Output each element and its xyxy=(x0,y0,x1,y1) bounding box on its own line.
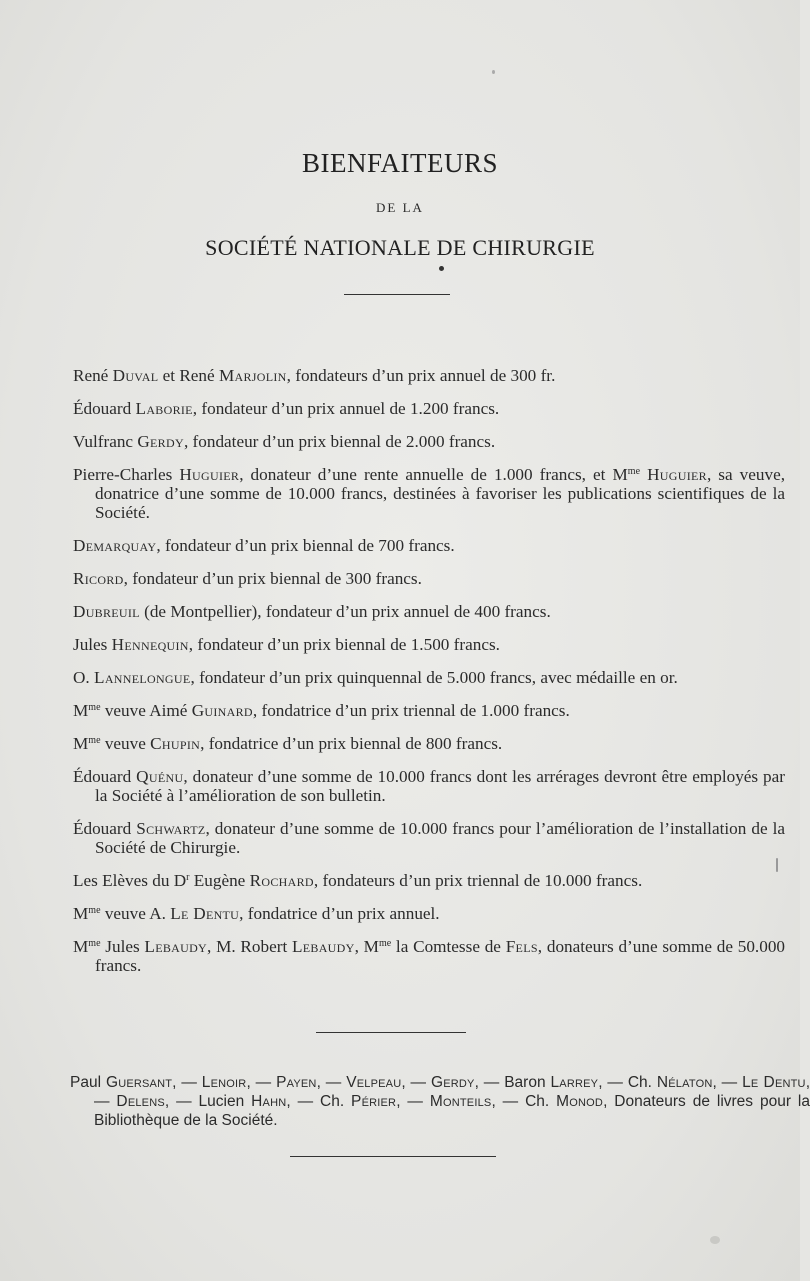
person-name: Huguier xyxy=(647,465,707,484)
text-run: et René xyxy=(158,366,219,385)
benefactors-list xyxy=(73,366,785,989)
person-name: Hennequin xyxy=(111,635,189,654)
text-run: , M xyxy=(354,937,379,956)
text-run: Les Elèves du D xyxy=(73,871,187,890)
person-name: Monod xyxy=(556,1093,604,1110)
superscript: r xyxy=(186,872,190,883)
text-run: , fondateur d’un prix biennal de 300 francs. xyxy=(123,569,422,588)
text-run: , — Ch. xyxy=(598,1074,657,1091)
superscript: me xyxy=(88,938,101,949)
text-run: Jules xyxy=(73,635,112,654)
person-name: Velpeau xyxy=(346,1074,402,1091)
text-run: Eugène xyxy=(189,871,250,890)
person-name: Laborie xyxy=(135,399,193,418)
person-name: Demarquay xyxy=(73,536,157,555)
person-name: Monteils xyxy=(429,1093,492,1110)
benefactor-entry xyxy=(73,366,785,385)
person-name: Larrey xyxy=(550,1074,599,1091)
person-name: Périer xyxy=(351,1093,397,1110)
benefactor-entry xyxy=(73,819,785,857)
person-name: Lebaudy xyxy=(144,937,208,956)
benefactor-entry xyxy=(73,937,785,975)
person-name: Marjolin xyxy=(218,366,287,385)
text-run: la Comtesse de xyxy=(391,937,506,956)
benefactor-entry xyxy=(73,399,785,418)
text-run: , fondateur d’un prix annuel de 1.200 francs. xyxy=(192,399,500,418)
footer-rule xyxy=(290,1156,496,1157)
superscript: me xyxy=(627,466,641,477)
text-run: Édouard xyxy=(73,399,136,418)
text-run: M xyxy=(73,904,89,923)
paper-speck xyxy=(492,70,495,74)
title-connector: DE LA xyxy=(376,200,424,215)
person-name: Duval xyxy=(112,366,159,385)
text-run: , fondateur d’un prix biennal de 700 francs. xyxy=(156,536,455,555)
superscript: me xyxy=(378,938,392,949)
ornament-dot xyxy=(439,266,444,271)
text-run: , donateur d’une somme de 10.000 francs pour l’amélioration de l’installation de la Société de Chirurgie. xyxy=(95,819,785,857)
benefactor-entry xyxy=(73,871,785,890)
person-name: Delens xyxy=(116,1093,165,1110)
text-run: Édouard xyxy=(73,767,137,786)
text-run: , — Ch. xyxy=(286,1093,352,1110)
text-run: veuve xyxy=(100,734,151,753)
text-run: M xyxy=(73,734,89,753)
text-run: , donateurs d’une somme de 50.000 francs. xyxy=(95,937,786,975)
text-run: , — xyxy=(712,1074,743,1091)
person-name: Schwartz xyxy=(136,819,206,838)
benefactor-entry xyxy=(73,432,785,451)
text-run: , — xyxy=(172,1074,202,1091)
text-run: , fondateurs d’un prix triennal de 10.000 francs. xyxy=(313,871,643,890)
text-run: , donateur d’une somme de 10.000 francs dont les arrérages devront être employés par la Société à l’amélioration de son bulletin. xyxy=(95,767,785,805)
person-name: Fels xyxy=(505,937,538,956)
benefactor-entry xyxy=(73,904,785,923)
benefactor-entry xyxy=(73,635,785,654)
text-run: M xyxy=(73,701,89,720)
person-name: Le Dentu xyxy=(742,1074,806,1091)
person-name: Huguier xyxy=(179,465,240,484)
text-run: , — xyxy=(401,1074,431,1091)
benefactor-entry xyxy=(73,767,785,805)
paper-speck xyxy=(710,1236,720,1244)
text-run: veuve A. xyxy=(100,904,171,923)
person-name: Quénu xyxy=(136,767,184,786)
text-run: , — xyxy=(246,1074,277,1091)
text-run: O. xyxy=(73,668,95,687)
text-run: , fondateur d’un prix biennal de 2.000 francs. xyxy=(183,432,496,451)
benefactor-entry xyxy=(73,536,785,555)
benefactor-entry xyxy=(73,701,785,720)
benefactor-entry xyxy=(73,465,785,522)
person-name: Nélaton xyxy=(656,1074,713,1091)
text-run: , fondatrice d’un prix triennal de 1.000 francs. xyxy=(252,701,570,720)
paper-speck xyxy=(776,858,778,872)
text-run: , sa veuve, donatrice d’une somme de 10.000 francs, destinées à favoriser les publications scientifiques de la Société. xyxy=(95,465,786,522)
person-name: Guersant xyxy=(105,1074,173,1091)
text-run: René xyxy=(73,366,113,385)
text-run: , fondatrice d’un prix biennal de 800 francs. xyxy=(200,734,503,753)
society-name: SOCIÉTÉ NATIONALE DE CHIRURGIE xyxy=(205,235,595,260)
text-run: , — Lucien xyxy=(164,1093,252,1110)
text-run: , Donateurs de livres pour la Bibliothèque de la Société. xyxy=(94,1093,810,1129)
header-rule xyxy=(344,294,450,295)
text-run: , — xyxy=(396,1093,430,1110)
text-run: , — Baron xyxy=(474,1074,551,1091)
person-name: Gerdy xyxy=(137,432,184,451)
superscript: me xyxy=(88,702,101,713)
text-run: , M. Robert xyxy=(207,937,292,956)
text-run: , — Ch. xyxy=(491,1093,557,1110)
text-run: , — xyxy=(94,1074,810,1110)
text-run: , fondatrice d’un prix annuel. xyxy=(239,904,440,923)
person-name: Le Dentu xyxy=(170,904,240,923)
benefactor-entry xyxy=(73,734,785,753)
text-run: Paul xyxy=(70,1074,106,1091)
page-title: BIENFAITEURS xyxy=(301,148,498,178)
text-run: , fondateur d’un prix biennal de 1.500 francs. xyxy=(188,635,500,654)
text-run: veuve Aimé xyxy=(100,701,192,720)
text-run: (de Montpellier), fondateur d’un prix annuel de 400 francs. xyxy=(139,602,551,621)
person-name: Ricord xyxy=(73,569,124,588)
superscript: me xyxy=(88,735,101,746)
text-run: M xyxy=(73,937,89,956)
person-name: Lenoir xyxy=(201,1074,247,1091)
person-name: Rochard xyxy=(249,871,314,890)
text-run: Pierre-Charles xyxy=(73,465,180,484)
section-rule xyxy=(316,1032,466,1033)
text-run: , fondateur d’un prix quinquennal de 5.000 francs, avec médaille en or. xyxy=(190,668,678,687)
benefactor-entry xyxy=(73,602,785,621)
benefactor-entry xyxy=(73,668,785,687)
person-name: Guinard xyxy=(191,701,253,720)
text-run: , donateur d’une rente annuelle de 1.000 francs, et M xyxy=(239,465,628,484)
person-name: Chupin xyxy=(150,734,201,753)
person-name: Payen xyxy=(276,1074,317,1091)
superscript: me xyxy=(88,905,101,916)
person-name: Hahn xyxy=(251,1093,287,1110)
person-name: Gerdy xyxy=(430,1074,475,1091)
benefactor-entry xyxy=(73,569,785,588)
text-run: Vulfranc xyxy=(73,432,138,451)
text-run: , fondateurs d’un prix annuel de 300 fr. xyxy=(286,366,556,385)
person-name: Lannelongue xyxy=(94,668,191,687)
person-name: Dubreuil xyxy=(73,602,140,621)
person-name: Lebaudy xyxy=(291,937,355,956)
text-run: Édouard xyxy=(73,819,137,838)
text-run: , — xyxy=(316,1074,347,1091)
text-run: Jules xyxy=(100,937,145,956)
book-donors-paragraph xyxy=(70,1073,810,1130)
